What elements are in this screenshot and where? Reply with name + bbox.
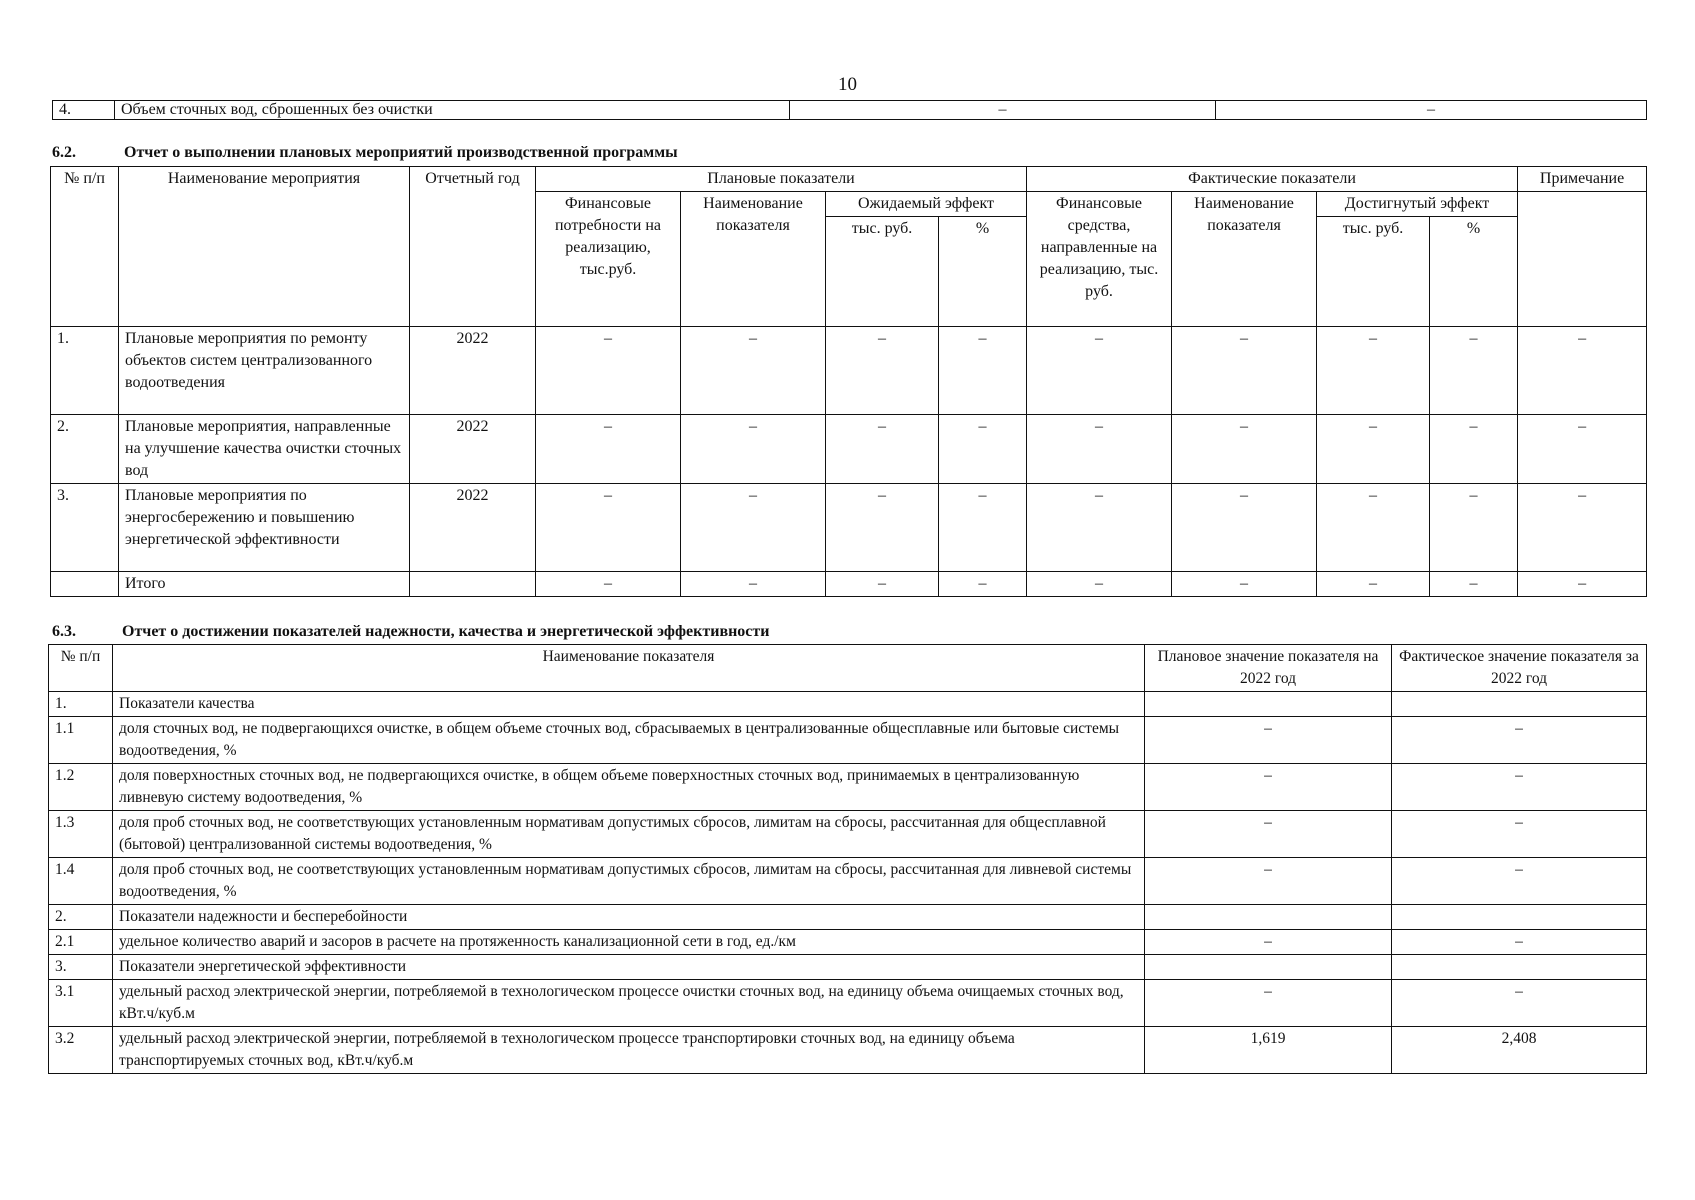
- row-name: удельный расход электрической энергии, потребляемой в технологическом процессе очистки сточных вод, на единицу объема очищаемых сточных вод, кВт.ч/куб.м: [113, 980, 1145, 1027]
- row-number: 1.4: [49, 858, 113, 905]
- indicators-table: [48, 644, 1647, 1074]
- header-fact: Фактические показатели: [1027, 167, 1518, 192]
- row-name: доля поверхностных сточных вод, не подвергающихся очистке, в общем объеме поверхностных сточных вод, принимаемых в централизованную ливневую систему водоотведения, %: [113, 764, 1145, 811]
- cell-value: –: [1518, 327, 1647, 415]
- header-note-empty: [1518, 192, 1647, 327]
- cell-value: –: [1317, 572, 1430, 597]
- row-fact: –: [1392, 811, 1647, 858]
- cell-value: –: [1172, 484, 1317, 572]
- row-fact: –: [1392, 717, 1647, 764]
- cell-value: –: [681, 327, 826, 415]
- cell-value: –: [1027, 572, 1172, 597]
- row-year: 2022: [410, 415, 536, 484]
- header-fact-rub: тыс. руб.: [1317, 217, 1430, 327]
- row-plan: –: [1145, 717, 1392, 764]
- table-row: [49, 1027, 1647, 1074]
- cell-value: –: [1430, 572, 1518, 597]
- cell-value: –: [681, 415, 826, 484]
- section-title-6-3: [52, 623, 769, 641]
- row-year: 2022: [410, 484, 536, 572]
- header-num: № п/п: [51, 167, 119, 327]
- row-name: Показатели надежности и бесперебойности: [113, 905, 1145, 930]
- row-name: Показатели энергетической эффективности: [113, 955, 1145, 980]
- row-number: 1.1: [49, 717, 113, 764]
- row-number: 1.: [49, 692, 113, 717]
- row-name: доля проб сточных вод, не соответствующих установленным нормативам допустимых сбросов, лимитам на сбросы, рассчитанная для общесплавной (бытовой) централизованной системы водоотведения, %: [113, 811, 1145, 858]
- cell-value: –: [826, 327, 939, 415]
- row-number: 1.2: [49, 764, 113, 811]
- header-fact: Фактическое значение показателя за 2022 год: [1392, 645, 1647, 692]
- row-plan: –: [1145, 930, 1392, 955]
- table-row: [51, 572, 1647, 597]
- table-row: [53, 101, 1647, 120]
- section-number: 6.3.: [52, 623, 76, 640]
- row-plan: –: [1145, 811, 1392, 858]
- cell-value: –: [1430, 327, 1518, 415]
- row-plan: [1145, 905, 1392, 930]
- cell-value: –: [939, 484, 1027, 572]
- cell-value: –: [536, 415, 681, 484]
- row-name: Итого: [119, 572, 410, 597]
- row-number: 4.: [53, 101, 115, 120]
- row-number: 2.: [51, 415, 119, 484]
- table-row: [49, 764, 1647, 811]
- row-name: удельное количество аварий и засоров в расчете на протяженность канализационной сети в год, ед./км: [113, 930, 1145, 955]
- table-row: [51, 415, 1647, 484]
- row-value: –: [1216, 101, 1647, 120]
- row-fact: –: [1392, 764, 1647, 811]
- header-name: Наименование показателя: [113, 645, 1145, 692]
- header-num: № п/п: [49, 645, 113, 692]
- page-number: 10: [838, 74, 857, 95]
- row-fact: –: [1392, 980, 1647, 1027]
- row-number: [51, 572, 119, 597]
- cell-value: –: [1317, 484, 1430, 572]
- measures-table: [50, 166, 1647, 597]
- cell-value: –: [826, 572, 939, 597]
- header-fact-effect: Достигнутый эффект: [1317, 192, 1518, 217]
- row-plan: 1,619: [1145, 1027, 1392, 1074]
- table-row: [51, 484, 1647, 572]
- header-plan-effect: Ожидаемый эффект: [826, 192, 1027, 217]
- row-year: 2022: [410, 327, 536, 415]
- table-row: [51, 327, 1647, 415]
- row-number: 3.1: [49, 980, 113, 1027]
- cell-value: –: [939, 327, 1027, 415]
- header-plan: Плановые показатели: [536, 167, 1027, 192]
- cell-value: –: [1172, 415, 1317, 484]
- table-row: [49, 905, 1647, 930]
- row-plan: –: [1145, 980, 1392, 1027]
- header-fact-fin: Финансовые средства, направленные на реализацию, тыс. руб.: [1027, 192, 1172, 327]
- header-plan-fin: Финансовые потребности на реализацию, тыс.руб.: [536, 192, 681, 327]
- header-note: Примечание: [1518, 167, 1647, 192]
- cell-value: –: [1027, 415, 1172, 484]
- cell-value: –: [939, 415, 1027, 484]
- cell-value: –: [1172, 327, 1317, 415]
- row-number: 2.: [49, 905, 113, 930]
- row-name: доля проб сточных вод, не соответствующих установленным нормативам допустимых сбросов, лимитам на сбросы, рассчитанная для ливневой системы водоотведения, %: [113, 858, 1145, 905]
- table-row: [49, 980, 1647, 1027]
- cell-value: –: [1317, 327, 1430, 415]
- row-name: Плановые мероприятия по энергосбережению и повышению энергетической эффективности: [119, 484, 410, 572]
- row-number: 2.1: [49, 930, 113, 955]
- section-title-6-2: [52, 144, 678, 162]
- row-fact: [1392, 692, 1647, 717]
- table-row: [49, 955, 1647, 980]
- row-fact: 2,408: [1392, 1027, 1647, 1074]
- row-fact: –: [1392, 858, 1647, 905]
- header-plan-indicator: Наименование показателя: [681, 192, 826, 327]
- row-name: Плановые мероприятия по ремонту объектов систем централизованного водоотведения: [119, 327, 410, 415]
- cell-value: –: [1027, 327, 1172, 415]
- row-name: удельный расход электрической энергии, потребляемой в технологическом процессе транспортировки сточных вод, на единицу объема транспортируемых сточных вод, кВт.ч/куб.м: [113, 1027, 1145, 1074]
- section-title-text: Отчет о достижении показателей надежности, качества и энергетической эффективности: [122, 623, 770, 640]
- header-year: Отчетный год: [410, 167, 536, 327]
- header-fact-indicator: Наименование показателя: [1172, 192, 1317, 327]
- row-number: 1.3: [49, 811, 113, 858]
- continuation-table: [52, 100, 1647, 120]
- header-name: Наименование мероприятия: [119, 167, 410, 327]
- row-name: Объем сточных вод, сброшенных без очистки: [115, 101, 790, 120]
- header-fact-pct: %: [1430, 217, 1518, 327]
- row-year: [410, 572, 536, 597]
- cell-value: –: [681, 484, 826, 572]
- row-number: 3.: [51, 484, 119, 572]
- cell-value: –: [536, 327, 681, 415]
- cell-value: –: [1317, 415, 1430, 484]
- cell-value: –: [939, 572, 1027, 597]
- row-name: Плановые мероприятия, направленные на улучшение качества очистки сточных вод: [119, 415, 410, 484]
- row-plan: –: [1145, 764, 1392, 811]
- row-fact: –: [1392, 930, 1647, 955]
- row-number: 1.: [51, 327, 119, 415]
- row-plan: –: [1145, 858, 1392, 905]
- row-name: доля сточных вод, не подвергающихся очистке, в общем объеме сточных вод, сбрасываемых в централизованные общесплавные или бытовые системы водоотведения, %: [113, 717, 1145, 764]
- section-number: 6.2.: [52, 144, 76, 161]
- cell-value: –: [536, 484, 681, 572]
- header-plan-rub: тыс. руб.: [826, 217, 939, 327]
- row-plan: [1145, 692, 1392, 717]
- cell-value: –: [826, 484, 939, 572]
- cell-value: –: [681, 572, 826, 597]
- cell-value: –: [826, 415, 939, 484]
- cell-value: –: [1027, 484, 1172, 572]
- header-plan-pct: %: [939, 217, 1027, 327]
- table-row: [49, 717, 1647, 764]
- cell-value: –: [536, 572, 681, 597]
- row-plan: [1145, 955, 1392, 980]
- table-row: [49, 930, 1647, 955]
- cell-value: –: [1430, 484, 1518, 572]
- table-row: [49, 858, 1647, 905]
- row-number: 3.2: [49, 1027, 113, 1074]
- cell-value: –: [1518, 484, 1647, 572]
- section-title-text: Отчет о выполнении плановых мероприятий производственной программы: [124, 144, 678, 161]
- row-value: –: [790, 101, 1216, 120]
- row-fact: [1392, 955, 1647, 980]
- table-row: [49, 811, 1647, 858]
- cell-value: –: [1518, 572, 1647, 597]
- table-row: [49, 692, 1647, 717]
- cell-value: –: [1172, 572, 1317, 597]
- row-name: Показатели качества: [113, 692, 1145, 717]
- cell-value: –: [1430, 415, 1518, 484]
- cell-value: –: [1518, 415, 1647, 484]
- row-number: 3.: [49, 955, 113, 980]
- header-plan: Плановое значение показателя на 2022 год: [1145, 645, 1392, 692]
- row-fact: [1392, 905, 1647, 930]
